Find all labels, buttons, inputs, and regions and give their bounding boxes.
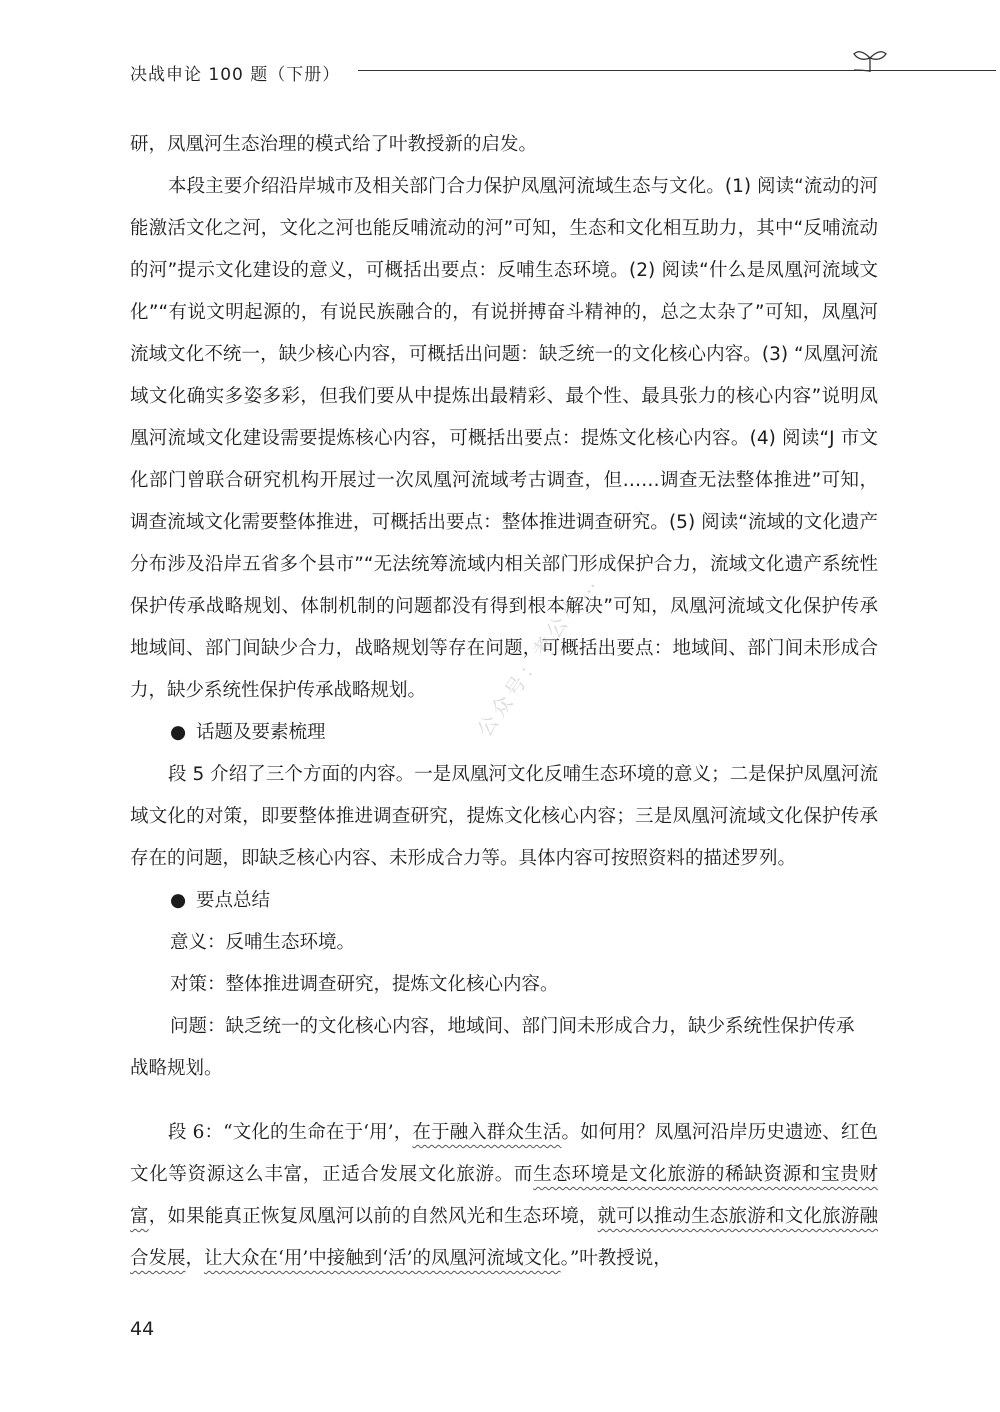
quote-text: 。如何用？凤凰河沿岸历史遗迹、红色文化等资源这么丰富，正适合发展文化旅游。而	[130, 1122, 878, 1185]
page-number: 44	[130, 1318, 155, 1340]
summary-item: 问题：缺乏统一的文化核心内容，地域间、部门间未形成合力，缺少系统性保护传承	[170, 1016, 855, 1037]
watermark: 公众号：考公小…	[472, 569, 603, 741]
quote-text: ，如果能真正恢复凤凰河以前的自然风光和生态环境，	[148, 1206, 598, 1227]
paragraph: 段 5 介绍了三个方面的内容。一是凤凰河文化反哺生态环境的意义；二是保护凤凰河流域文化的对策，即要整体推进调查研究，提炼文化核心内容；三是凤凰河流域文化保护传承存在的问题，即缺乏核心内容、未形成合力等。具体内容可按照资料的描述罗列。	[130, 764, 878, 869]
wavy-underlined-text: 在于融入群众生活	[412, 1122, 562, 1143]
summary-item-continuation: 战略规划。	[130, 1058, 223, 1079]
spacer	[130, 1090, 878, 1112]
quote-text: ，	[185, 1248, 205, 1269]
source-quote-paragraph	[130, 1112, 878, 1280]
book-title: 决战申论 100 题（下册）	[130, 65, 341, 85]
paragraph: 研，凤凰河生态治理的模式给了叶教授新的启发。	[130, 134, 538, 155]
wavy-underlined-text: 就可以推动生态旅游和文化旅游融合发展	[130, 1206, 878, 1269]
section-heading	[130, 880, 878, 922]
header-rule	[358, 70, 996, 71]
summary-item: 对策：整体推进调查研究，提炼文化核心内容。	[170, 974, 559, 995]
quote-text: 段 6：“文化的生命在于‘用’，	[168, 1122, 413, 1143]
quote-text: 。”叶教授说，	[560, 1248, 672, 1269]
paragraph: 本段主要介绍沿岸城市及相关部门合力保护凤凰河流域生态与文化。(1) 阅读“流动的河能激活文化之河，文化之河也能反哺流动的河”可知，生态和文化相互助力，其中“反哺流动的河”提示文化建设的意义，可概括出要点：反哺生态环境。(2) 阅读“什么是凤凰河流域文化”“有说文明起源的，有说民族融合的，有说拼搏奋斗精神的，总之太杂了”可知，凤凰河流域文化不统一，缺少核心内容，可概括出问题：缺乏统一的文化核心内容。(3) “凤凰河流域文化确实多姿多彩，但我们要从中提炼出最精彩、最个性、最具张力的核心内容”说明凤凰河流域文化建设需要提炼核心内容，可概括出要点：提炼文化核心内容。(4) 阅读“J 市文化部门曾联合研究机构开展过一次凤凰河流域考古调查，但……调查无法整体推进”可知，调查流域文化需要整体推进，可概括出要点：整体推进调查研究。(5) 阅读“流域的文化遗产分布涉及沿岸五省多个县市”“无法统筹流域内相关部门形成保护合力，流域文化遗产系统性保护传承战略规划、体制机制的问题都没有得到根本解决”可知，凤凰河流域文化保护传承地域间、部门间缺少合力，战略规划等存在问题，可概括出要点：地域间、部门间未形成合力，缺少系统性保护传承战略规划。	[130, 176, 878, 701]
page-header	[130, 54, 890, 88]
page-body	[130, 124, 878, 1280]
section-heading-text: 话题及要素梳理	[196, 722, 326, 743]
bullet-icon: ●	[170, 890, 187, 911]
wavy-underlined-text: 生态环境是文化旅游的稀缺资源和宝贵财富	[130, 1164, 878, 1227]
sprout-icon	[850, 40, 890, 80]
section-heading	[130, 712, 878, 754]
section-heading-text: 要点总结	[196, 890, 271, 911]
wavy-underlined-text: 让大众在‘用’中接触到‘活’的凤凰河流域文化	[204, 1248, 561, 1269]
summary-item: 意义：反哺生态环境。	[170, 932, 356, 953]
bullet-icon: ●	[170, 722, 187, 743]
